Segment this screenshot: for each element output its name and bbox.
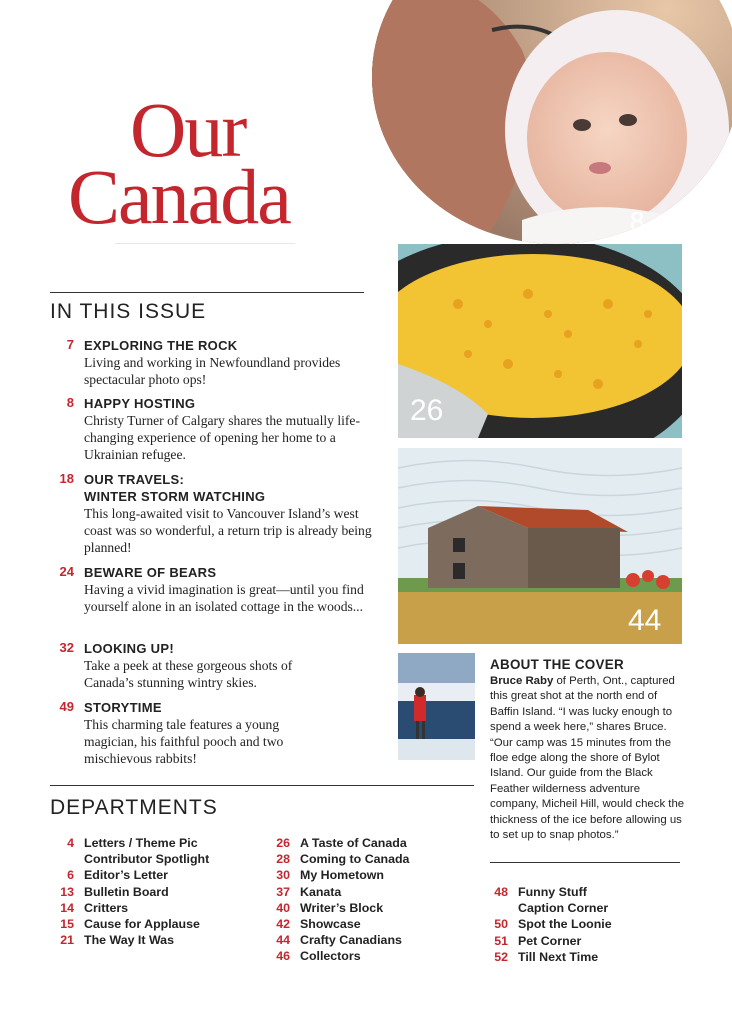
logo-divider [115, 243, 295, 244]
department-title: Kanata [300, 884, 342, 899]
department-item[interactable] [268, 867, 409, 883]
department-item[interactable] [268, 900, 409, 916]
department-page: 40 [276, 900, 290, 915]
departments-column-1 [52, 835, 209, 948]
baby-photo-page-number: 8 [630, 206, 645, 236]
story-item[interactable] [52, 564, 372, 615]
department-title: Writer’s Block [300, 900, 384, 915]
cover-text: of Perth, Ont., captured this great shot at the north end of Baffin Island. “I was lucky enough to spend a week here,” shares Bruce. “Our camp was 15 minutes from the floe edge along the shore of Bylot Island. Our guide from the Black Feather wilderness adventure company, Micheil Hill, would check the thickness of the ice before allowing us to set up to snap photos.” [490, 675, 685, 842]
department-page: 42 [276, 917, 290, 932]
cover-heading: ABOUT THE COVER [490, 657, 624, 672]
baby-photo-art [372, 0, 732, 244]
story-page-number: 7 [66, 337, 74, 352]
story-item[interactable] [52, 471, 372, 556]
department-item[interactable] [268, 932, 409, 948]
baby-photo [372, 0, 732, 244]
department-page [486, 900, 508, 916]
department-page: 26 [276, 836, 290, 850]
food-photo [398, 244, 682, 438]
story-description: Christy Turner of Calgary shares the mutually life-changing experience of opening her home to a Ukrainian refugee. [84, 413, 360, 462]
department-page: 28 [276, 852, 290, 867]
story-title: HAPPY HOSTING [84, 396, 196, 411]
departments-column-2 [268, 835, 409, 965]
logo-line-1: Our [130, 86, 246, 173]
department-page: 30 [276, 868, 290, 883]
story-title: STORYTIME [84, 700, 162, 715]
department-item[interactable] [52, 884, 209, 900]
department-page: 6 [67, 868, 74, 883]
story-page-number: 32 [59, 640, 74, 655]
department-page: 37 [276, 884, 290, 899]
story-description: This long-awaited visit to Vancouver Island’s west coast was so wonderful, a return trip is already being planned! [84, 506, 372, 555]
departments-heading: DEPARTMENTS [50, 796, 218, 819]
department-page: 15 [60, 917, 74, 932]
department-title: Pet Corner [518, 933, 582, 948]
department-item[interactable] [486, 900, 612, 916]
story-item[interactable] [52, 337, 372, 388]
department-item[interactable] [52, 916, 209, 932]
story-item[interactable] [52, 640, 372, 691]
story-page-number: 8 [66, 395, 74, 410]
story-page-number: 24 [59, 564, 74, 579]
logo-line-2: Canada [68, 153, 290, 241]
department-title: Caption Corner [518, 901, 609, 916]
department-page: 4 [67, 836, 74, 850]
department-item[interactable] [268, 916, 409, 932]
magazine-logo [68, 86, 358, 241]
department-title: Spot the Loonie [518, 917, 612, 932]
department-item[interactable] [52, 835, 209, 851]
department-title: A Taste of Canada [300, 836, 407, 850]
department-page [52, 851, 74, 867]
story-page-number: 49 [59, 699, 74, 714]
department-page: 50 [494, 917, 508, 932]
story-description: Take a peek at these gorgeous shots of Canada’s stunning wintry skies. [84, 658, 293, 690]
story-description: Living and working in Newfoundland provides spectacular photo ops! [84, 355, 341, 387]
department-title: Critters [84, 900, 129, 915]
cover-photo-art [398, 653, 475, 760]
department-title: Till Next Time [518, 949, 599, 964]
department-page: 21 [60, 933, 74, 948]
departments-rule-right [490, 862, 680, 863]
department-item[interactable] [268, 948, 409, 964]
story-item[interactable] [52, 395, 372, 463]
department-page: 13 [60, 884, 74, 899]
department-title: Contributor Spotlight [84, 852, 210, 867]
department-title: Editor’s Letter [84, 868, 168, 883]
departments-rule [50, 785, 474, 786]
department-title: Bulletin Board [84, 884, 169, 899]
department-item[interactable] [268, 835, 409, 851]
department-item[interactable] [52, 867, 209, 883]
department-page: 48 [494, 885, 508, 899]
cover-photographer: Bruce Raby [490, 675, 554, 687]
quilt-photo-page-number: 44 [628, 604, 662, 637]
department-title: Collectors [300, 949, 361, 964]
department-title: The Way It Was [84, 933, 174, 948]
department-title: Cause for Applause [84, 917, 200, 932]
story-title: LOOKING UP! [84, 641, 174, 656]
department-title: Coming to Canada [300, 852, 410, 867]
in-this-issue-heading: IN THIS ISSUE [50, 300, 207, 323]
department-item[interactable] [486, 916, 612, 932]
department-title: Letters / Theme Pic [84, 836, 198, 850]
departments-column-3 [486, 884, 612, 965]
story-item[interactable] [52, 699, 372, 767]
story-title: OUR TRAVELS: [84, 472, 185, 487]
story-subtitle: WINTER STORM WATCHING [84, 489, 266, 504]
department-page: 14 [60, 900, 74, 915]
department-title: Crafty Canadians [300, 933, 402, 948]
department-page: 51 [494, 933, 508, 948]
department-item[interactable] [52, 851, 209, 867]
department-page: 52 [494, 949, 508, 964]
department-page: 44 [276, 933, 290, 948]
story-description: This charming tale features a young magician, his faithful pooch and two mischievous rabbits! [84, 717, 284, 766]
story-title: BEWARE OF BEARS [84, 565, 217, 580]
story-title: EXPLORING THE ROCK [84, 338, 238, 353]
story-description: Having a vivid imagination is great—until you find yourself alone in an isolated cottage in the woods... [84, 582, 364, 614]
department-page: 46 [276, 949, 290, 964]
food-photo-page-number: 26 [410, 394, 444, 427]
department-item[interactable] [486, 933, 612, 949]
in-this-issue-rule [50, 292, 364, 293]
department-title: Funny Stuff [518, 885, 587, 899]
cover-photo [398, 653, 475, 760]
quilt-photo [398, 448, 682, 644]
story-page-number: 18 [59, 471, 74, 486]
cover-description [490, 674, 686, 843]
department-item[interactable] [268, 851, 409, 867]
department-item[interactable] [268, 884, 409, 900]
department-title: My Hometown [300, 868, 384, 883]
department-item[interactable] [486, 949, 612, 965]
department-item[interactable] [52, 932, 209, 948]
department-item[interactable] [486, 884, 612, 900]
department-item[interactable] [52, 900, 209, 916]
department-title: Showcase [300, 917, 361, 932]
